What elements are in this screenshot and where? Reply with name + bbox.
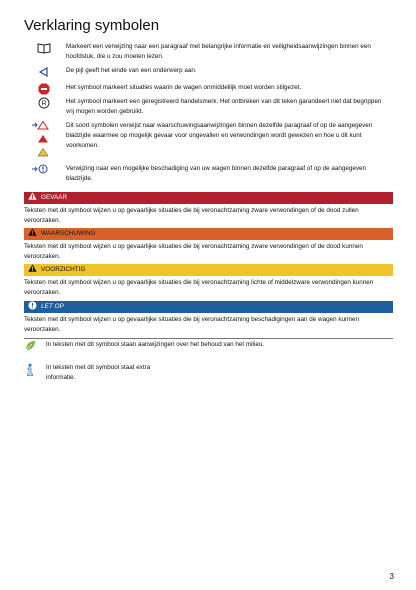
warning-header: [24, 301, 393, 313]
note-text: In teksten met dit symbool staat extra informatie.: [46, 364, 151, 381]
warning-triangle-icon: [28, 228, 37, 240]
symbol-text: Dit soort symbolen verwijst naar waarschuwingsaanwijzingen binnen dezelfde paragraaf of op de aangegeven bladzijde waarmee op mogelijk gevaar voor ongevallen en verwondingen wordt gewezen en hoe u dit kunt voorkomen.: [66, 122, 373, 149]
warning-header: [24, 228, 393, 240]
note-text: In teksten met dit symbool staan aanwijzingen over het behoud van het milieu.: [46, 341, 265, 348]
warning-triangle-icon: [28, 264, 37, 276]
svg-text:R: R: [41, 100, 47, 108]
symbol-text: Het symbool markeert een geregistreerd handelsmerk. Het ontbreken van dit teken garandeert niet dat begrippen vrij mogen worden gebruikt.: [66, 98, 382, 115]
warning-label: LET OP: [41, 303, 64, 310]
symbol-text: Markeert een verwijzing naar een paragraaf met belangrijke informatie en veiligheidsaanwijzingen binnen een hoofdstuk, die u zou moeten lezen.: [66, 43, 371, 60]
warning-arrows-icon: [30, 121, 52, 157]
warning-label: WAARSCHUWING: [41, 230, 96, 237]
notice-circle-icon: [28, 301, 37, 314]
warning-box-notice: [24, 301, 393, 339]
warning-text: Teksten met dit symbool wijzen u op gevaarlijke situaties die bij veronachtzaming beschadigingen aan de wagen kunnen veroorzaken.: [24, 313, 393, 339]
damage-arrow-icon: [30, 164, 52, 176]
warning-box-warning: [24, 228, 393, 266]
warning-text: Teksten met dit symbool wijzen u op gevaarlijke situaties die bij veronachtzaming zware verwondingen of de dood kunnen veroorzaken.: [24, 240, 393, 266]
warning-text: Teksten met dit symbool wijzen u op gevaarlijke situaties die bij veronachtzaming zware verwondingen of de dood zullen veroorzaken.: [24, 204, 393, 230]
warning-triangle-icon: [28, 192, 37, 204]
leaf-icon: [24, 340, 36, 352]
warning-header: [24, 264, 393, 276]
stop-icon: [37, 83, 51, 95]
info-icon: [24, 363, 36, 375]
book-icon: [37, 42, 51, 54]
arrow-left-icon: [37, 66, 51, 78]
symbol-text: Verwijzing naar een mogelijke beschadiging van uw wagen binnen dezelfde paragraaf of op de aangegeven bladzijde.: [66, 165, 367, 182]
symbol-text: Het symbool markeert situaties waarin de wagen onmiddellijk moet worden stilgezet.: [66, 84, 302, 91]
page-number: 3: [389, 572, 394, 581]
symbol-text: De pijl geeft het einde van een onderwerp aan.: [66, 67, 197, 74]
registered-icon: [37, 97, 51, 109]
warning-label: VOORZICHTIG: [41, 266, 86, 273]
warning-text: Teksten met dit symbool wijzen u op gevaarlijke situaties die bij veronachtzaming lichte of middelzware verwondingen kunnen veroorzaken.: [24, 276, 393, 302]
warning-box-caution: [24, 264, 393, 302]
page-title: Verklaring symbolen: [24, 17, 160, 34]
warning-label: GEVAAR: [41, 194, 68, 201]
warning-box-danger: [24, 192, 393, 230]
warning-header: [24, 192, 393, 204]
